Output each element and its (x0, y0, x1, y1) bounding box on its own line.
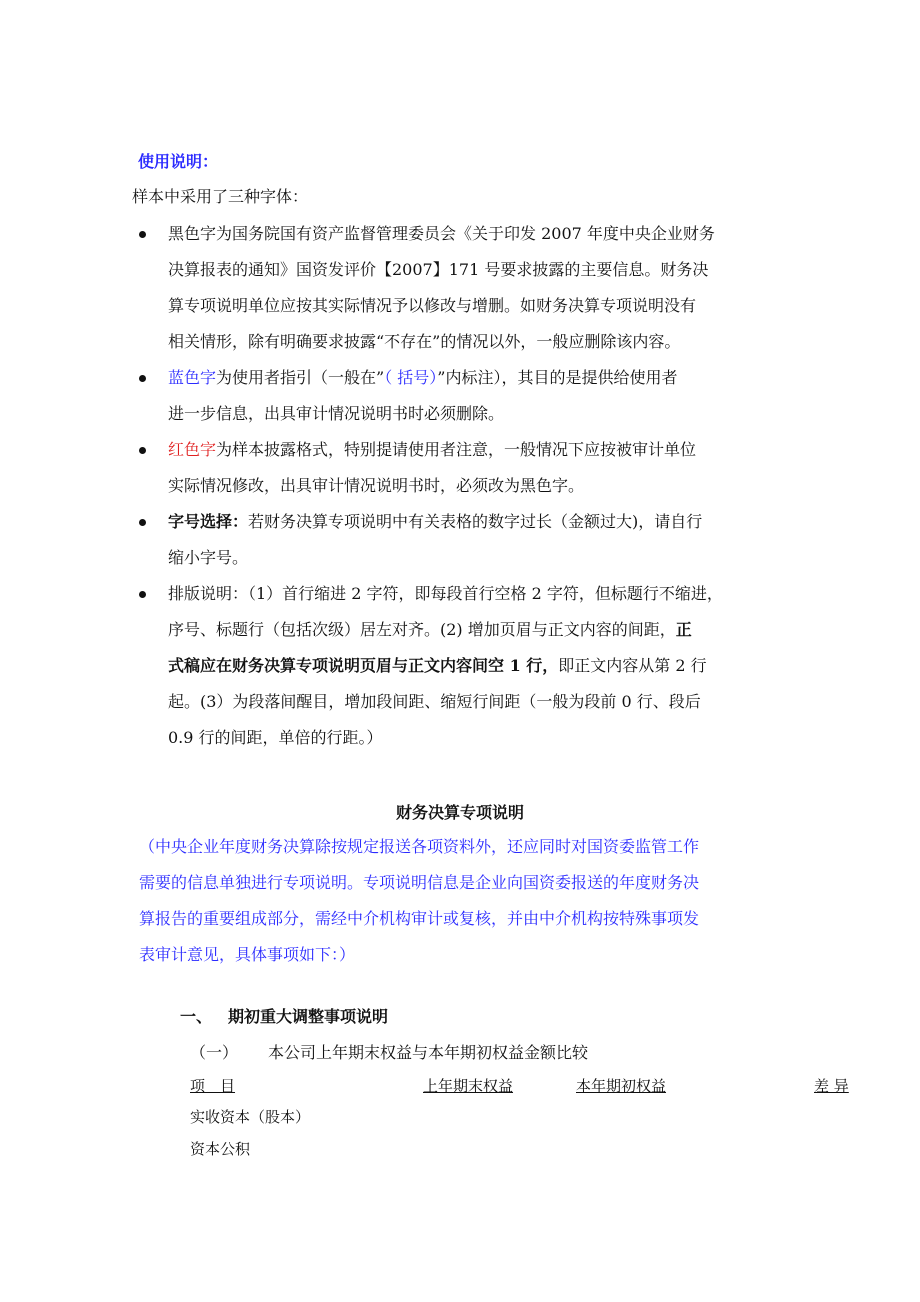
usage-title: 使用说明： (138, 152, 219, 171)
list-line: 决算报表的通知》国资发评价【2007】171 号要求披露的主要信息。财务决 (168, 260, 709, 279)
list-line: 算专项说明单位应按其实际情况予以修改与增删。如财务决算专项说明没有 (168, 296, 697, 315)
list-item (134, 360, 794, 432)
list-line: 起。(3）为段落间醒目，增加段间距、缩短行间距（一般为段前 0 行、段后 (168, 692, 701, 711)
guide-line: 算报告的重要组成部分，需经中介机构审计或复核，并由中介机构按特殊事项发 (139, 909, 700, 928)
usage-intro: 样本中采用了三种字体： (132, 187, 309, 206)
bullet-icon (139, 591, 146, 598)
list-item (134, 504, 794, 576)
list-line: 黑色字为国务院国有资产监督管理委员会《关于印发 2007 年度中央企业财务 (168, 224, 715, 243)
list-item (134, 432, 794, 504)
list-line (168, 432, 794, 468)
list-line (168, 612, 794, 648)
bullet-icon (139, 231, 146, 238)
list-item (134, 576, 794, 756)
list-line: 实际情况修改，出具审计情况说明书时，必须改为黑色字。 (168, 476, 585, 495)
red-text-label: 红色字 (168, 440, 217, 459)
list-text: ”内标注），其目的是提供给使用者 (437, 368, 678, 387)
list-line: 排版说明：（1）首行缩进 2 字符，即每段首行空格 2 字符，但标题行不缩进， (168, 584, 723, 603)
guide-paragraph (139, 829, 789, 973)
table-header-current-year: 本年期初权益 (576, 1077, 667, 1095)
heading-text: 本公司上年期末权益与本年期初权益金额比较 (268, 1043, 589, 1062)
parenthesis-label: （ 括号） (384, 368, 438, 387)
list-text: 为使用者指引（一般在” (216, 368, 385, 387)
table-header-item: 项 目 (190, 1077, 236, 1095)
table-header-difference: 差 异 (814, 1077, 849, 1095)
list-item (134, 216, 794, 360)
heading-number: 一、 (180, 1007, 213, 1026)
blue-text-label: 蓝色字 (168, 368, 217, 387)
heading-text: 期初重大调整事项说明 (228, 1007, 389, 1026)
bullet-icon (139, 519, 146, 526)
font-size-label: 字号选择： (168, 512, 249, 531)
list-text: 若财务决算专项说明中有关表格的数字过长（金额过大)，请自行 (248, 512, 703, 531)
list-line: 进一步信息，出具审计情况说明书时必须删除。 (168, 404, 505, 423)
list-line: 缩小字号。 (168, 548, 249, 567)
list-line (168, 504, 794, 540)
list-line (168, 360, 794, 396)
heading-level-2 (190, 1040, 588, 1063)
heading-number: （一） (190, 1043, 239, 1062)
guide-line: 需要的信息单独进行专项说明。专项说明信息是企业向国资委报送的年度财务决 (139, 873, 700, 892)
bullet-icon (139, 375, 146, 382)
section-title: 财务决算专项说明 (395, 803, 524, 822)
guide-line: （中央企业年度财务决算除按规定报送各项资料外，还应同时对国资委监管工作 (139, 837, 700, 856)
list-text: 为样本披露格式，特别提请使用者注意，一般情况下应按被审计单位 (216, 440, 697, 459)
list-text: 序号、标题行（包括次级）居左对齐。(2) 增加页眉与正文内容的间距， (168, 620, 676, 639)
table-row: 资本公积 (190, 1140, 251, 1158)
table-row: 实收资本（股本） (190, 1108, 311, 1126)
list-text-bold: 式稿应在财务决算专项说明页眉与正文内容间空 1 行， (168, 656, 559, 675)
table-header-prior-year: 上年期末权益 (423, 1077, 514, 1095)
list-line: 相关情形，除有明确要求披露“不存在”的情况以外，一般应删除该内容。 (168, 332, 681, 351)
list-line: 0.9 行的间距，单倍的行距。） (168, 728, 383, 747)
list-text: 即正文内容从第 2 行 (558, 656, 707, 675)
heading-level-1 (180, 1004, 388, 1027)
usage-bullet-list (134, 216, 794, 756)
guide-line: 表审计意见，具体事项如下：） (139, 945, 356, 964)
bullet-icon (139, 447, 146, 454)
list-text-bold: 正 (675, 620, 692, 639)
list-line (168, 648, 794, 684)
